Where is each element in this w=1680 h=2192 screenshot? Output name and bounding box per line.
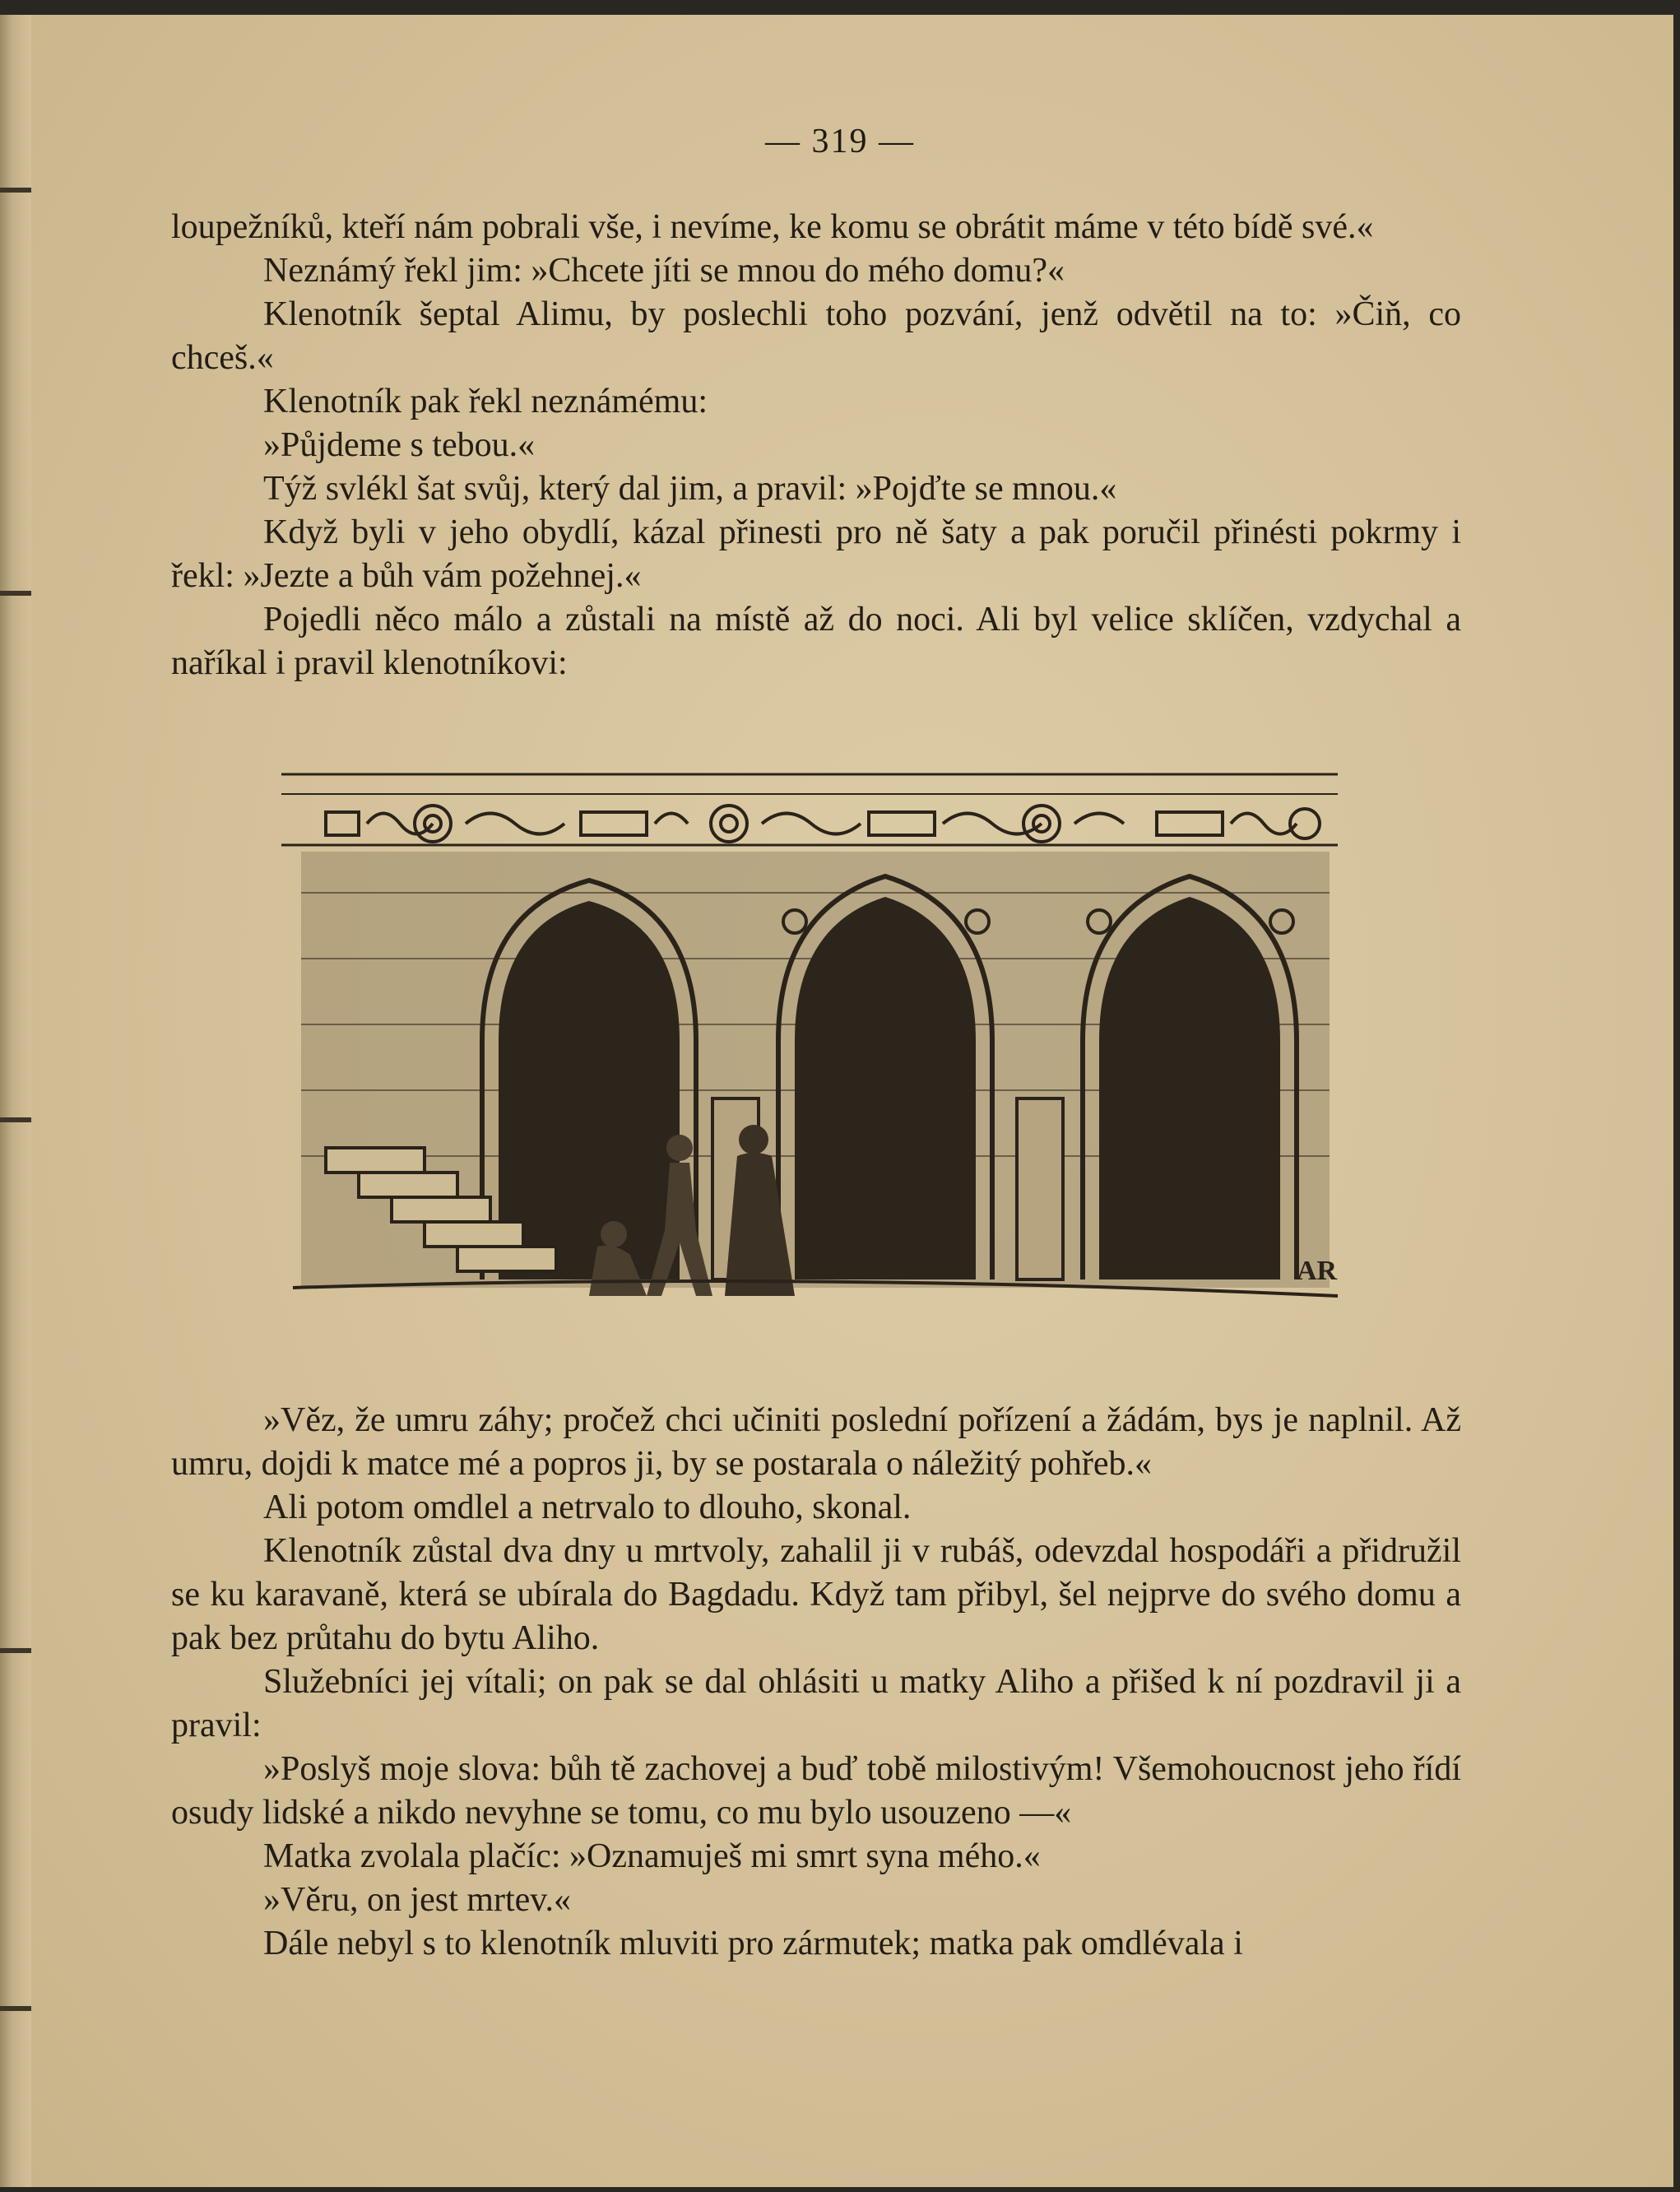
page-binding-edge (0, 15, 31, 2187)
text-block-top (171, 206, 1461, 685)
binding-mark (0, 2006, 31, 2011)
page-number: — 319 — (765, 123, 915, 160)
paragraph: Klenotník zůstal dva dny u mrtvoly, zahalil ji v rubáš, odevzdal hospodáři a přidružil se ku karavaně, která se ubírala do Bagdadu. Když tam přibyl, šel nejprve do svého domu a pak bez průtahu do bytu Aliho. (171, 1532, 1461, 1657)
paragraph: »Věz, že umru záhy; pročež chci učiniti poslední pořízení a žádám, bys je naplnil. Až umru, dojdi k matce mé a popros ji, by se postarala o náležitý pohřeb.« (171, 1401, 1461, 1483)
paragraph: »Poslyš moje slova: bůh tě zachovej a buď tobě milostivým! Všemohoucnost jeho řídí osudy lidské a nikdo nevyhne se tomu, co mu bylo usouzeno —« (171, 1750, 1461, 1832)
paragraph: »Půjdeme s tebou.« (263, 426, 536, 464)
paragraph: Neznámý řekl jim: »Chcete jíti se mnou do mého domu?« (263, 252, 1065, 290)
paragraph: Dále nebyl s to klenotník mluviti pro zármutek; matka pak omdlévala i (263, 1925, 1243, 1962)
artist-monogram: AR (1297, 1256, 1338, 1286)
binding-mark (0, 1117, 31, 1122)
paragraph: loupežníků, kteří nám pobrali vše, i nevíme, ke komu se obrátit máme v této bídě své.« (171, 208, 1374, 246)
engraving (268, 769, 1341, 1337)
paragraph: Klenotník šeptal Alimu, by poslechli toho pozvání, jenž odvětil na to: »Čiň, co chceš.« (171, 295, 1461, 377)
binding-mark (0, 1648, 31, 1653)
binding-mark (0, 591, 31, 596)
ornamental-frieze (281, 806, 1338, 845)
paragraph: »Věru, on jest mrtev.« (263, 1881, 572, 1919)
paragraph: Když byli v jeho obydlí, kázal přinesti pro ně šaty a pak poručil přinésti pokrmy i řekl: »Jezte a bůh vám požehnej.« (171, 513, 1461, 595)
paragraph: Pojedli něco málo a zůstali na místě až do noci. Ali byl velice sklíčen, vzdychal a naříkal i pravil klenotníkovi: (171, 601, 1461, 682)
paragraph: Matka zvolala plačíc: »Oznamuješ mi smrt syna mého.« (263, 1837, 1041, 1875)
paragraph: Týž svlékl šat svůj, který dal jim, a pravil: »Pojďte se mnou.« (263, 470, 1117, 508)
text-block-bottom (171, 1399, 1461, 1966)
illustration-arcade-scene (268, 769, 1341, 1337)
binding-mark (0, 188, 31, 193)
column (1017, 1098, 1063, 1279)
paragraph: Klenotník pak řekl neznámému: (263, 383, 708, 420)
paragraph: Služebníci jej vítali; on pak se dal ohlásiti u matky Aliho a přišed k ní pozdravil ji a pravil: (171, 1663, 1461, 1744)
paragraph: Ali potom omdlel a netrvalo to dlouho, skonal. (263, 1488, 912, 1526)
